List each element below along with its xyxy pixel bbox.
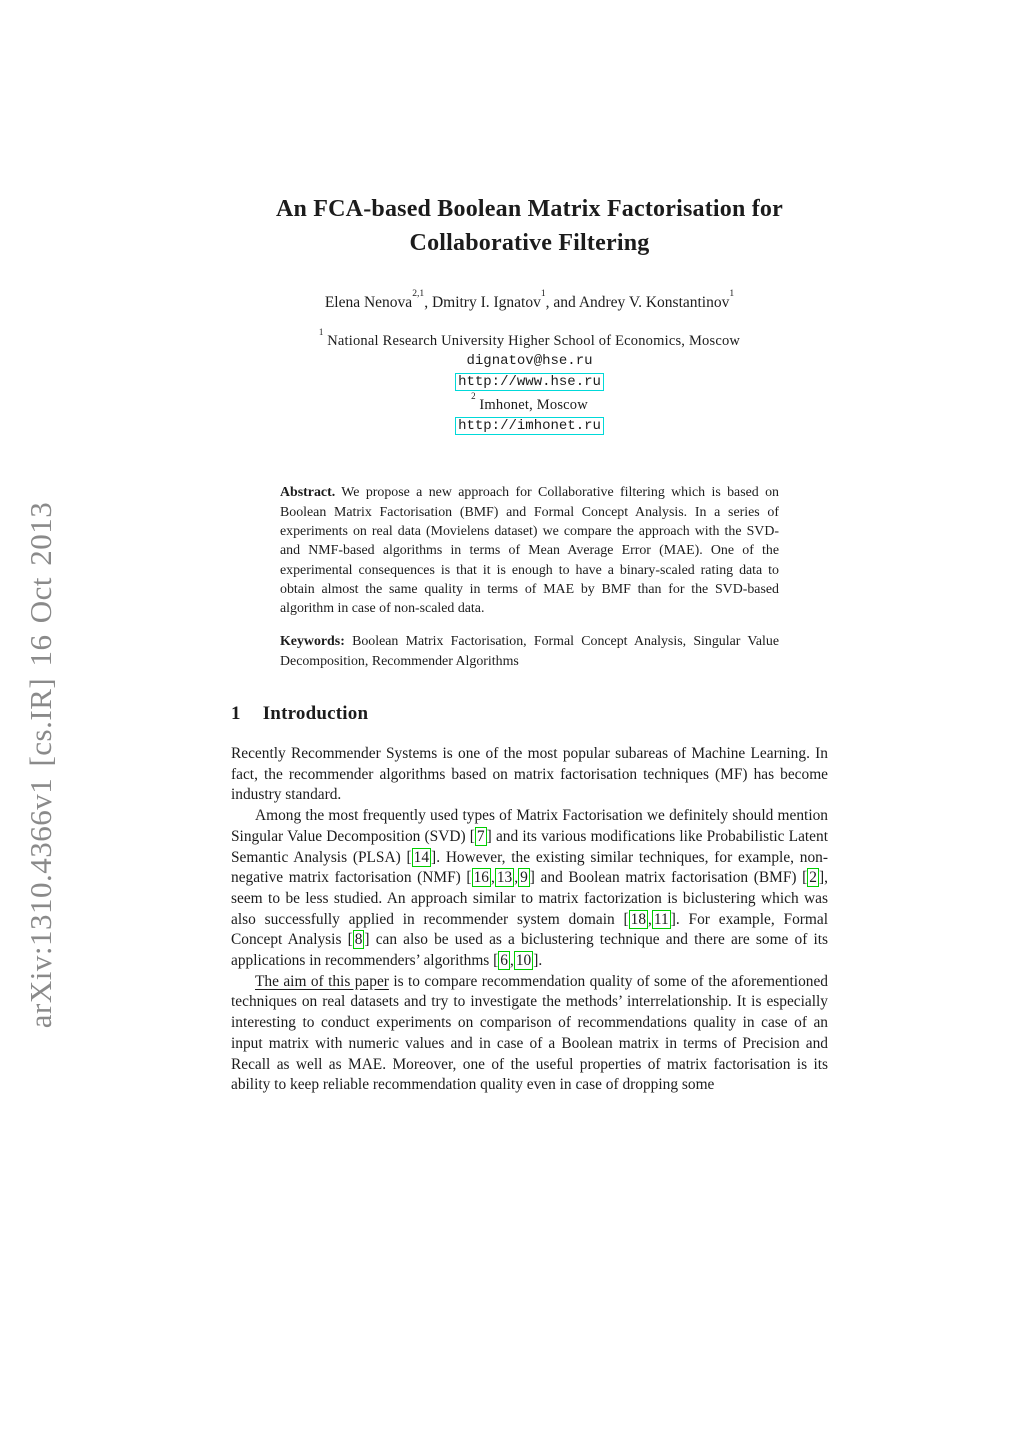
citation-link[interactable]: [ 6 , 10 ]	[493, 952, 539, 970]
citation-link[interactable]: [ 14 ]	[406, 848, 437, 866]
affiliation-text: Imhonet, Moscow	[475, 397, 588, 414]
url-link-imhonet[interactable]: http://imhonet.ru	[455, 417, 604, 435]
introduction-body	[231, 744, 828, 1096]
author-superscript: 1	[540, 288, 546, 300]
affiliations-block	[231, 327, 828, 435]
citation-number[interactable]: 16	[473, 869, 489, 887]
citation-link[interactable]: [ 7 ]	[469, 827, 492, 845]
citation-link[interactable]: [ 18 , 11 ]	[623, 910, 676, 928]
abstract-text: We propose a new approach for Collaborative filtering which is based on Boolean Matrix Factorisation (BMF) and Formal Concept Analysis. In a series of experiments on real data (Movielens dataset) we compare the approach with the SVD- and NMF-based algorithms in terms of Mean Average Error (MAE). One of the experimental consequences is that it is enough to have a binary-scaled rating data to obtain almost the same quality in terms of MAE by BMF than for the SVD-based algorithm in case of non-scaled data.	[280, 485, 779, 617]
paper-title: An FCA-based Boolean Matrix Factorisation for Collaborative Filtering	[276, 196, 783, 256]
citation-number[interactable]: 9	[520, 869, 528, 887]
email-text: dignatov@hse.ru	[466, 353, 593, 370]
author-name: Andrey V. Konstantinov	[578, 294, 730, 312]
intro-paragraph-3: The aim of this paper is to compare recommendation quality of some of the aforementioned techniques on real datasets and try to investigate the methods’ interrelationship. It is especially interesting to conduct experiments on comparison of recommendations quality in case of an input matrix with numeric values and in case of a Boolean matrix in terms of Precision and Recall as well as MAE. Moreover, one of the useful properties of matrix factorisation is its ability to keep reliable recommendation quality even in case of dropping some	[231, 972, 828, 1094]
author-separator: , and	[545, 294, 579, 312]
citation-number[interactable]: 14	[413, 848, 430, 866]
abstract-block	[280, 483, 779, 671]
citation-number[interactable]: 2	[809, 869, 817, 887]
citation-number[interactable]: 6	[500, 952, 508, 970]
citation-number[interactable]: 7	[476, 827, 485, 845]
affiliation-line	[231, 391, 828, 415]
citation-link[interactable]: [ 16 , 13 , 9 ]	[466, 869, 535, 887]
section-number: 1	[231, 702, 241, 724]
paper-content	[231, 0, 828, 1096]
authors-line	[231, 288, 828, 312]
abstract-paragraph	[280, 483, 779, 618]
intro-paragraph-1: Recently Recommender Systems is one of the most popular subareas of Machine Learning. In fact, the recommender algorithms based on matrix factorisation techniques (MF) has become industry standard.	[231, 744, 828, 804]
affiliation-line	[231, 327, 828, 351]
citation-number[interactable]: 8	[354, 931, 363, 949]
citation-link[interactable]: [ 2 ]	[802, 869, 825, 887]
affiliation-superscript: 2	[471, 391, 476, 401]
keywords-text: Boolean Matrix Factorisation, Formal Concept Analysis, Singular Value Decomposition, Recommender Algorithms	[280, 634, 779, 669]
author-superscript: 2,1	[412, 288, 425, 300]
keywords-label: Keywords:	[280, 634, 345, 650]
url-line	[231, 416, 828, 436]
url-link-hse[interactable]: http://www.hse.ru	[455, 373, 604, 391]
affiliation-text: National Research University Higher School of Economics, Moscow	[323, 332, 741, 349]
citation-number[interactable]: 18	[630, 910, 647, 928]
email-line	[231, 351, 828, 372]
underlined-phrase: The aim of this paper	[255, 972, 389, 990]
section-title: Introduction	[262, 702, 369, 724]
citation-number[interactable]: 10	[515, 952, 532, 970]
citation-number[interactable]: 11	[653, 910, 669, 928]
citation-link[interactable]: [ 8 ]	[347, 931, 370, 949]
keywords-paragraph	[280, 632, 779, 671]
url-line	[231, 372, 828, 392]
citation-number[interactable]: 13	[496, 869, 513, 887]
author-name: Elena Nenova	[324, 294, 413, 312]
author-separator: ,	[424, 294, 432, 312]
section-heading-introduction	[231, 703, 828, 725]
author-name: Dmitry I. Ignatov	[431, 294, 541, 312]
affiliation-superscript: 1	[318, 326, 324, 337]
author-superscript: 1	[729, 288, 735, 300]
intro-paragraph-2: Among the most frequently used types of Matrix Factorisation we definitely should mention Singular Value Decomposition (SVD) [ 7 ] and its various modifications like Probabilistic Latent Semantic Analysis (PLSA) [ 14 ]. However, the existing similar techniques, for example, non-negative matrix factorisation (NMF) [ 16 , 13 , 9 ] and Boolean matrix factorisation (BMF) [ 2 ], seem to be less studied. An approach similar to matrix factorization is biclustering which was also successfully applied in recommender system domain [ 18 , 11 ]. For example, Formal Concept Analysis [ 8 ] can also be used as a biclustering technique and there are some of its applications in recommenders’ algorithms [ 6 , 10 ].	[231, 807, 828, 970]
arxiv-watermark: arXiv:1310.4366v1 [cs.IR] 16 Oct 2013	[23, 501, 58, 1029]
abstract-label: Abstract.	[280, 485, 336, 501]
